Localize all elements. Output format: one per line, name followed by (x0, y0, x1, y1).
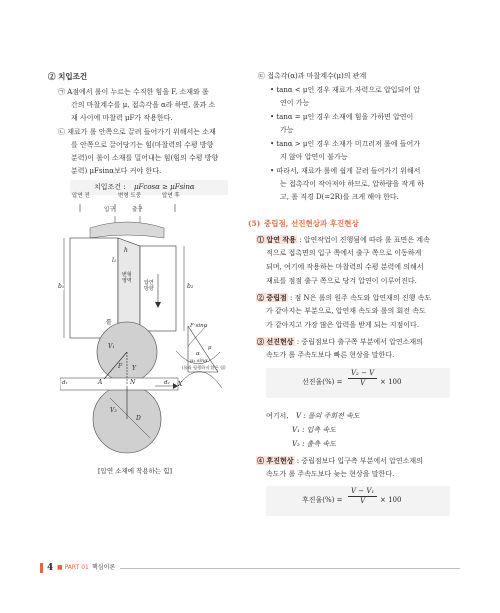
label-f: F (118, 363, 123, 370)
bullet1-line1: • tanα < μ인 경우 재료가 자력으로 압입되어 압 (270, 86, 420, 94)
bullet3-line2: 지 않아 압연이 불가능 (280, 153, 348, 161)
p1-text1: : 압연작업이 진행됨에 따라 롤 표면은 계속 (296, 236, 430, 244)
formula-lag-fraction (348, 488, 377, 505)
where-label: 여기서, (266, 412, 289, 420)
item2-line1: ㉡ 재료가 롤 안쪽으로 끌려 들어가기 위해서는 소재 (58, 128, 216, 136)
label-nonparallel-note: (롤과 평행하지 않은 힘) (182, 365, 226, 370)
footer-accent-bar (40, 563, 43, 573)
label-mu: μ (208, 345, 212, 351)
label-mu-sina: μ₁ sinα (190, 358, 208, 364)
p1-label: ① 압연 작용 (257, 235, 296, 244)
p4-line2: 속도가 롤 주속도보다 늦는 현상을 말한다. (266, 470, 395, 478)
p3-line1 (256, 338, 423, 346)
bullet2-line2: 가능 (280, 126, 294, 134)
formula-lead-denominator: V (360, 379, 366, 387)
label-rolling-direction: 압연 방향 (144, 280, 154, 292)
formula-lead-numerator: V₂ − V (348, 370, 377, 379)
label-roll: 롤 (106, 319, 112, 326)
footer-title: 핵심이론 (92, 564, 116, 571)
label-a: A (98, 379, 103, 386)
p2-label: ② 중립점 (257, 293, 287, 302)
label-b1: b₁ (58, 283, 65, 290)
formula-lag-tail: × 100 (380, 496, 402, 504)
formula-lead-tail: × 100 (380, 378, 402, 386)
label-d2: d₂ (164, 380, 170, 386)
p1-line3: 되며, 여기에 작용하는 마찰력의 수평 분력에 의해서 (266, 263, 424, 271)
p1-line1 (256, 236, 430, 244)
p2-line1 (256, 294, 431, 302)
condition-label: 치입조건 : (94, 183, 126, 191)
section5-title: 중립점, 선진현상과 후진현상 (264, 219, 359, 228)
figure-caption: [압연 소재에 작용하는 힘] (98, 467, 173, 475)
p3-line2: 속도가 롤 주속도보다 빠른 현상을 말한다. (266, 351, 395, 359)
p2-line2: 가 같아지는 부분으로, 압연재 속도와 롤의 회전 속도 (266, 307, 426, 315)
bullet1-line2: 연이 가능 (280, 99, 310, 107)
item3-title: ㉢ 접촉각(α)과 마찰계수(μ)의 관계 (258, 72, 367, 80)
where-v: V : 롤의 주회전 속도 (296, 412, 360, 420)
item1-line1: ㉠ A점에서 롤이 누르는 수직한 힘을 F, 소재와 롤 (58, 88, 209, 96)
label-after: 압연 후 (162, 193, 180, 199)
label-b2: b₂ (187, 283, 194, 290)
condition-expression: μFcosα ≥ μFsinα (134, 183, 195, 191)
diagram-svg (60, 176, 230, 458)
label-x: X (178, 381, 183, 388)
p2-text1: : 점 N은 롤의 원주 속도와 압연재의 진행 속도 (287, 294, 432, 302)
label-v2: V₂ (110, 407, 117, 414)
label-entry: 입구 (104, 207, 115, 213)
formula-lag-left: 후진율(%) = (302, 496, 343, 504)
p1-line2: 적으로 접촉면의 입구 쪽에서 출구 쪽으로 이동하게 (266, 249, 422, 257)
formula-lead-left: 선진율(%) = (302, 378, 343, 386)
item1-line2: 간의 마찰계수를 μ, 접촉각을 α라 하면, 롤과 소 (71, 101, 216, 109)
footer-part: ■ PART 01 (57, 564, 89, 571)
rolling-force-diagram (60, 176, 230, 458)
where-v1: V₁ : 입측 속도 (292, 426, 336, 434)
p4-line1 (256, 457, 423, 465)
heading-conditions: ② 치입조건 (48, 72, 88, 81)
bullet4-line2: 는 접촉각이 작아져야 하므로, 압하량을 작게 하 (280, 180, 425, 188)
bullet3-line1: • tanα > μ인 경우 소재가 미끄러져 롤에 들어가 (270, 140, 420, 148)
item2-line3: 분력)이 롤이 소재를 밀어내는 힘(힘의 수평 방향 (71, 154, 219, 162)
page-number: 4 (47, 563, 54, 573)
label-alpha: α (196, 351, 200, 357)
formula-lead-fraction (348, 370, 377, 387)
p3-text1: : 중립점보다 출구쪽 부분에서 압연소재의 (294, 338, 423, 346)
item2-line2: 를 안쪽으로 끌어당기는 힘(마찰력의 수평 방향 (71, 141, 214, 149)
item1-line3: 재 사이에 마찰력 μF가 작용한다. (71, 114, 173, 122)
label-exit: 출구 (132, 207, 143, 213)
item2-line4: 분력) μFsinα보다 커야 한다. (71, 167, 162, 175)
where-v2: V₂ : 출측 속도 (292, 440, 336, 448)
formula-lag-denominator: V (360, 497, 366, 505)
p1-line4: 재료를 점점 출구 쪽으로 당겨 압연이 이루어진다. (266, 277, 417, 285)
bullet4-line3: 고, 롤 직경 D(=2R)를 크게 해야 한다. (280, 193, 399, 201)
label-h: h (124, 247, 128, 254)
label-fsina: F·sinα (190, 323, 208, 329)
footer-rule (120, 568, 460, 569)
p4-text1: : 중립점보다 입구측 부분에서 압연소재의 (294, 457, 423, 465)
label-during: 변형 도중 (118, 193, 142, 199)
label-y: Y (132, 365, 136, 372)
bullet2-line1: • tanα = μ인 경우 소재에 힘을 가하면 압연이 (270, 113, 414, 121)
p2-line3: 가 같아지고 가장 많은 압력을 받게 되는 지점이다. (266, 321, 420, 329)
label-l1: l₁ (112, 257, 117, 264)
label-n: N (130, 379, 136, 386)
formula-lag-numerator: V − V₁ (348, 488, 377, 497)
label-deform-zone: 변형 영역 (122, 272, 132, 284)
section5-number: (5) (248, 219, 261, 228)
label-d: D (136, 415, 141, 422)
label-v1: V₁ (108, 343, 115, 350)
label-before: 압연 전 (72, 193, 90, 199)
p3-label: ③ 선진현상 (257, 337, 294, 346)
label-d1: d₁ (62, 380, 68, 386)
p4-label: ④ 후진현상 (257, 456, 294, 465)
bullet4-line1: • 따라서, 재료가 롤에 쉽게 끌려 들어가기 위해서 (270, 167, 421, 175)
